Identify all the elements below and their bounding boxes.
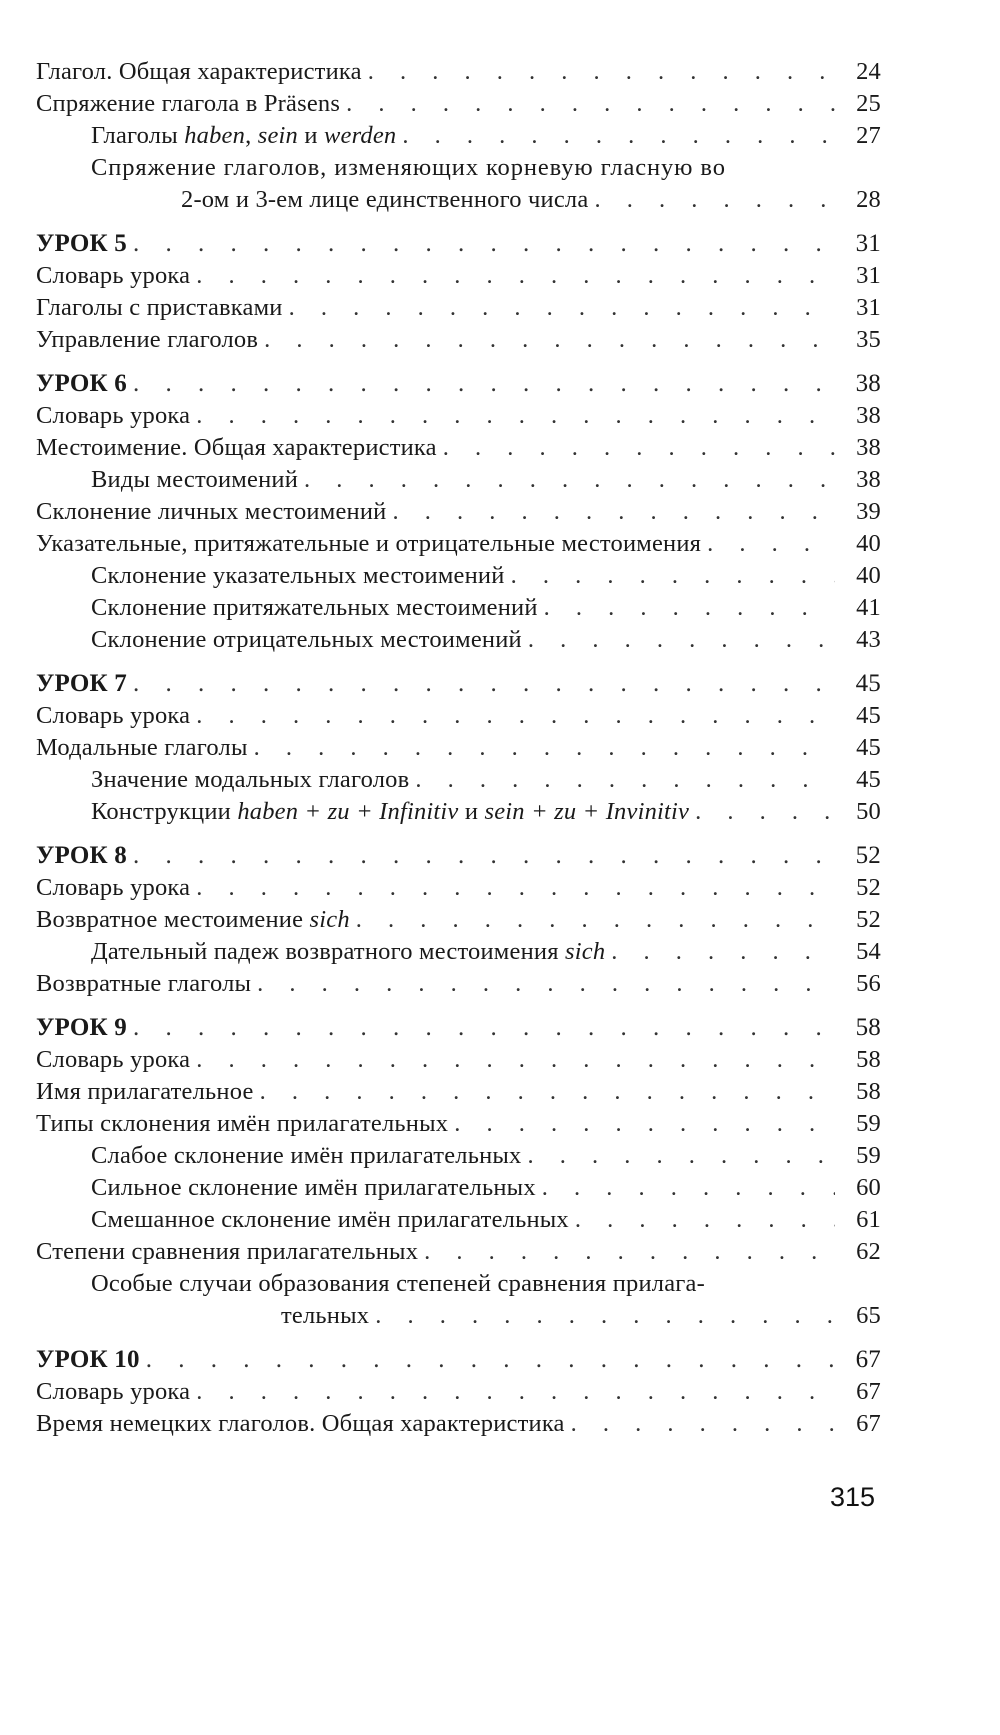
leader-dots	[133, 840, 835, 872]
toc-entry-page: 40	[856, 562, 881, 589]
toc-entry-title: Типы склонения имён прилагательных	[36, 1110, 449, 1137]
toc-entry-page: 31	[856, 294, 881, 321]
leader-dots	[392, 496, 835, 528]
leader-dots	[254, 732, 835, 764]
toc-entry-page: 58	[856, 1078, 881, 1105]
lesson-title: УРОК 8	[36, 842, 127, 869]
toc-entry-page: 54	[856, 938, 881, 965]
toc-entry-page: 38	[856, 402, 881, 429]
toc-entry-title: Глаголы haben, sein и werden	[91, 122, 397, 149]
lesson-heading	[36, 228, 881, 260]
leader-dots	[454, 1108, 835, 1140]
leader-dots	[196, 1376, 835, 1408]
toc-entry-title: Словарь урока	[36, 402, 191, 429]
lesson-heading	[36, 668, 881, 700]
toc-entry-page: 25	[856, 90, 881, 117]
toc-entry	[36, 324, 881, 356]
toc-entry	[36, 56, 881, 88]
toc-entry-page: 38	[856, 434, 881, 461]
toc-entry-page: 67	[856, 1378, 881, 1405]
toc-entry-title: Указательные, притяжательные и отрицательные местоимения	[36, 530, 702, 557]
toc-subentry	[36, 796, 881, 828]
toc-entry-page: 45	[855, 670, 881, 697]
leader-dots	[707, 528, 835, 560]
toc-entry-title-line2: тельных	[281, 1302, 370, 1329]
leader-dots	[264, 324, 835, 356]
leader-dots	[511, 560, 835, 592]
toc-entry-page: 28	[856, 186, 881, 213]
lesson-title: УРОК 9	[36, 1014, 127, 1041]
toc-entry-page: 56	[856, 970, 881, 997]
toc-entry-page: 35	[856, 326, 881, 353]
toc-entry-page: 31	[856, 262, 881, 289]
toc-subentry	[36, 936, 881, 968]
table-of-contents	[36, 56, 881, 1440]
toc-entry-page: 45	[856, 734, 881, 761]
toc-entry-title: Слабое склонение имён прилагательных	[91, 1142, 522, 1169]
toc-entry	[36, 528, 881, 560]
leader-dots	[196, 872, 835, 904]
toc-entry-page: 50	[856, 798, 881, 825]
toc-entry	[36, 1236, 881, 1268]
toc-entry	[36, 1044, 881, 1076]
toc-entry-title: Глагол. Общая характеристика	[36, 58, 362, 85]
leader-dots	[196, 1044, 835, 1076]
toc-entry-title: Склонение отрицательных местоимений	[91, 626, 522, 653]
leader-dots	[402, 120, 835, 152]
toc-entry-title-line1: Спряжение глаголов, изменяющих корневую гласную во	[91, 154, 726, 181]
leader-dots	[594, 184, 835, 216]
toc-entry-title: Словарь урока	[36, 1378, 191, 1405]
toc-subentry	[36, 1172, 881, 1204]
toc-entry-page: 52	[856, 906, 881, 933]
toc-entry-title: Возвратные глаголы	[36, 970, 252, 997]
toc-subentry-two-line	[36, 152, 881, 216]
leader-dots	[528, 1140, 835, 1172]
toc-entry-title: Модальные глаголы	[36, 734, 248, 761]
toc-entry-title: Конструкции haben + zu + Infinitiv и sein + zu + Invinitiv	[91, 798, 690, 825]
toc-entry-page: 62	[856, 1238, 881, 1265]
toc-subentry	[36, 464, 881, 496]
toc-entry-title: Склонение притяжательных местоимений	[91, 594, 538, 621]
leader-dots	[695, 796, 835, 828]
toc-entry	[36, 1408, 881, 1440]
leader-dots	[196, 700, 835, 732]
leader-dots	[196, 260, 835, 292]
toc-subentry	[36, 1140, 881, 1172]
toc-entry-title: Склонение личных местоимений	[36, 498, 387, 525]
toc-entry-page: 52	[855, 842, 881, 869]
lesson-title: УРОК 10	[36, 1346, 140, 1373]
toc-entry	[36, 968, 881, 1000]
toc-subentry	[36, 560, 881, 592]
toc-entry	[36, 1076, 881, 1108]
toc-entry-title: Степени сравнения прилагательных	[36, 1238, 419, 1265]
leader-dots	[575, 1204, 835, 1236]
toc-entry-page: 41	[856, 594, 881, 621]
toc-entry-title: Словарь урока	[36, 874, 191, 901]
toc-entry-page: 24	[856, 58, 881, 85]
toc-entry	[36, 400, 881, 432]
lesson-heading	[36, 1012, 881, 1044]
toc-entry	[36, 700, 881, 732]
leader-dots	[544, 592, 835, 624]
toc-subentry	[36, 592, 881, 624]
toc-entry-page: 52	[856, 874, 881, 901]
toc-entry-title: Словарь урока	[36, 702, 191, 729]
toc-entry-title: Сильное склонение имён прилагательных	[91, 1174, 536, 1201]
toc-entry-page: 61	[856, 1206, 881, 1233]
leader-dots	[133, 368, 835, 400]
toc-entry-title: Время немецких глаголов. Общая характеристика	[36, 1410, 565, 1437]
toc-subentry-two-line	[36, 1268, 881, 1332]
toc-subentry	[36, 1204, 881, 1236]
toc-entry-title: Глаголы с приставками	[36, 294, 283, 321]
toc-entry-title: Возвратное местоимение sich	[36, 906, 350, 933]
toc-entry-page: 39	[856, 498, 881, 525]
toc-entry	[36, 1376, 881, 1408]
leader-dots	[146, 1344, 835, 1376]
toc-entry-page: 43	[856, 626, 881, 653]
leader-dots	[424, 1236, 835, 1268]
toc-entry-title: Словарь урока	[36, 262, 191, 289]
toc-entry-title: Местоимение. Общая характеристика	[36, 434, 437, 461]
leader-dots	[611, 936, 835, 968]
toc-entry-page: 27	[856, 122, 881, 149]
toc-entry	[36, 88, 881, 120]
leader-dots	[443, 432, 835, 464]
toc-entry	[36, 1108, 881, 1140]
lesson-heading	[36, 1344, 881, 1376]
toc-entry-page: 58	[855, 1014, 881, 1041]
lesson-title: УРОК 7	[36, 670, 127, 697]
toc-entry-title: Склонение указательных местоимений	[91, 562, 505, 589]
lesson-heading	[36, 840, 881, 872]
leader-dots	[528, 624, 835, 656]
toc-entry-title: Виды местоимений	[91, 466, 299, 493]
toc-entry	[36, 260, 881, 292]
toc-entry-page: 38	[856, 466, 881, 493]
leader-dots	[346, 88, 835, 120]
toc-entry	[36, 872, 881, 904]
toc-entry	[36, 732, 881, 764]
toc-entry	[36, 432, 881, 464]
toc-entry-title: Управление глаголов	[36, 326, 259, 353]
leader-dots	[356, 904, 835, 936]
toc-entry-title: Словарь урока	[36, 1046, 191, 1073]
toc-entry-page: 67	[855, 1346, 881, 1373]
leader-dots	[304, 464, 835, 496]
toc-entry-title: Значение модальных глаголов	[91, 766, 410, 793]
leader-dots	[368, 56, 835, 88]
leader-dots	[260, 1076, 835, 1108]
toc-entry-title: Дательный падеж возвратного местоимения sich	[91, 938, 606, 965]
toc-subentry	[36, 624, 881, 656]
leader-dots	[257, 968, 835, 1000]
toc-entry-page: 31	[855, 230, 881, 257]
toc-entry-page: 40	[856, 530, 881, 557]
toc-subentry	[36, 120, 881, 152]
leader-dots	[375, 1300, 835, 1332]
lesson-title: УРОК 6	[36, 370, 127, 397]
toc-entry	[36, 292, 881, 324]
toc-entry-page: 38	[855, 370, 881, 397]
toc-entry-page: 45	[856, 766, 881, 793]
lesson-heading	[36, 368, 881, 400]
leader-dots	[542, 1172, 835, 1204]
leader-dots	[196, 400, 835, 432]
leader-dots	[571, 1408, 835, 1440]
leader-dots	[133, 228, 835, 260]
toc-entry-title: Спряжение глагола в Präsens	[36, 90, 341, 117]
toc-entry-title: Имя прилагательное	[36, 1078, 254, 1105]
toc-entry-page: 59	[856, 1142, 881, 1169]
toc-entry-page: 58	[856, 1046, 881, 1073]
toc-entry-title: Смешанное склонение имён прилагательных	[91, 1206, 569, 1233]
toc-entry-title-line1: Особые случаи образования степеней сравнения прилага-	[91, 1270, 705, 1297]
toc-entry-page: 60	[856, 1174, 881, 1201]
toc-entry	[36, 496, 881, 528]
lesson-title: УРОК 5	[36, 230, 127, 257]
toc-entry-page: 45	[856, 702, 881, 729]
toc-entry	[36, 904, 881, 936]
leader-dots	[415, 764, 835, 796]
toc-subentry	[36, 764, 881, 796]
leader-dots	[289, 292, 835, 324]
leader-dots	[133, 1012, 835, 1044]
page-number: 315	[830, 1482, 876, 1512]
toc-entry-page: 67	[856, 1410, 881, 1437]
toc-entry-page: 59	[856, 1110, 881, 1137]
leader-dots	[133, 668, 835, 700]
toc-entry-page: 65	[856, 1302, 881, 1329]
toc-entry-title-line2: 2-ом и 3-ем лице единственного числа	[181, 186, 589, 213]
